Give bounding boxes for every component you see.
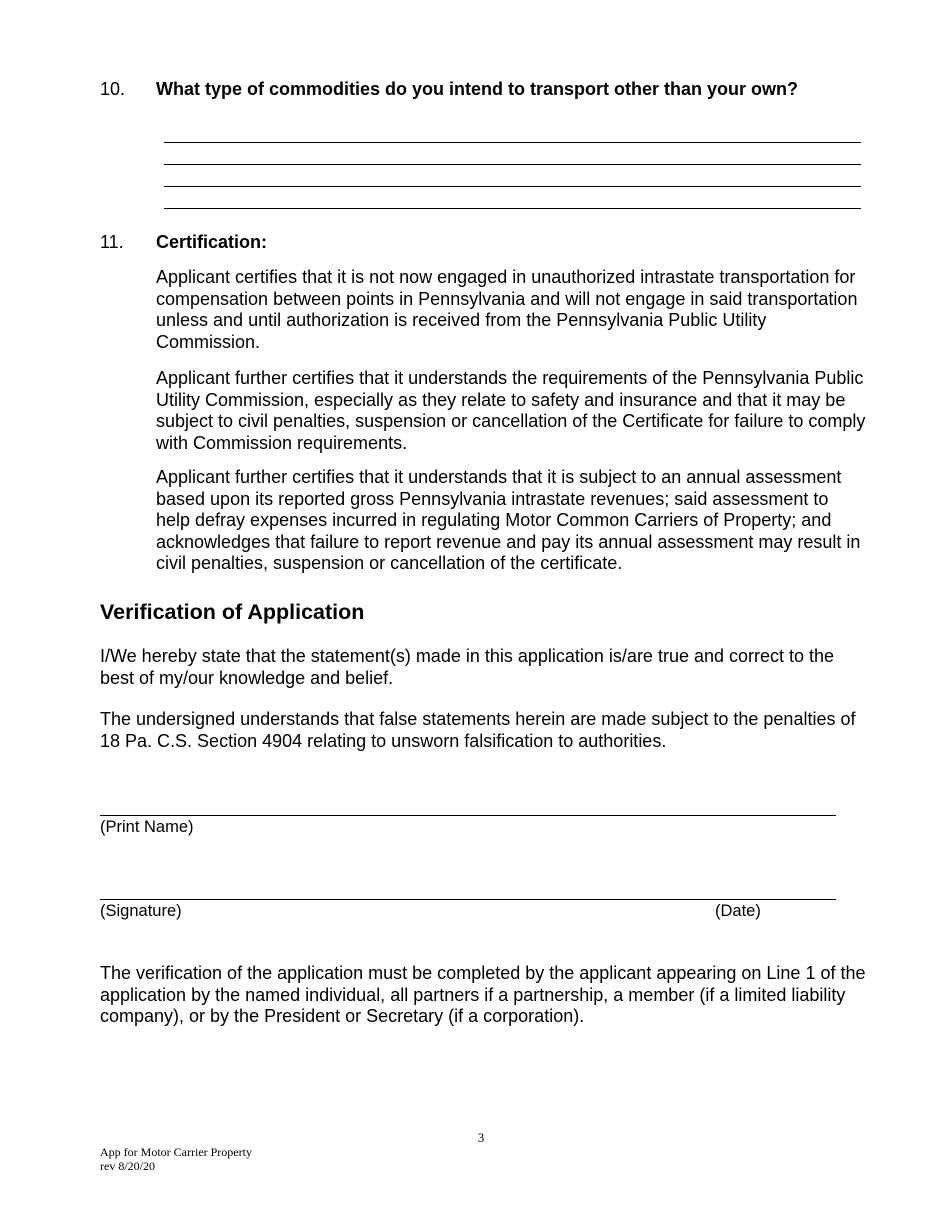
- question-11-number: 11.: [100, 232, 124, 252]
- certification-paragraph: Applicant certifies that it is not now engaged in unauthorized intrastate transportation for compensation between points in Pennsylvania and will not engage in said transportation unless and until authorization is received from the Pennsylvania Public Utility Commission.: [156, 267, 858, 352]
- verification-instructions: The verification of the application must be completed by the applicant appearing on Line 1 of the application by the named individual, all partners if a partnership, a member (if a limited liability company), or by the President or Secretary (if a corporation).: [100, 963, 866, 1026]
- certification-paragraph: Applicant further certifies that it understands the requirements of the Pennsylvania Public Utility Commission, especially as they relate to safety and insurance and that it may be subject to civil penalties, suspension or cancellation of the Certificate for failure to comply with Commission requirements.: [156, 368, 866, 453]
- signature-line[interactable]: [100, 899, 836, 900]
- verification-heading: Verification of Application: [100, 600, 365, 624]
- print-name-line[interactable]: [100, 815, 836, 816]
- page-number: 3: [477, 1130, 485, 1145]
- certification-title: Certification:: [156, 232, 268, 252]
- question-10-title: What type of commodities do you intend to transport other than your own?: [156, 79, 798, 99]
- penalty-statement: The undersigned understands that false statements herein are made subject to the penalties of 18 Pa. C.S. Section 4904 relating to unsworn falsification to authorities.: [100, 709, 856, 751]
- date-label: (Date): [715, 902, 761, 920]
- form-name: App for Motor Carrier Property: [100, 1145, 252, 1159]
- verification-statement: I/We hereby state that the statement(s) made in this application is/are true and correct to the best of my/our knowledge and belief.: [100, 646, 835, 688]
- answer-line[interactable]: [164, 208, 861, 209]
- answer-line[interactable]: [164, 164, 861, 165]
- revision-date: rev 8/20/20: [100, 1159, 155, 1173]
- answer-line[interactable]: [164, 186, 861, 187]
- certification-paragraph: Applicant further certifies that it understands that it is subject to an annual assessment based upon its reported gross Pennsylvania intrastate revenues; said assessment to help defray expenses incurred in regulating Motor Common Carriers of Property; and acknowledges that failure to report revenue and pay its annual assessment may result in civil penalties, suspension or cancellation of the certificate.: [156, 467, 861, 573]
- print-name-label: (Print Name): [100, 818, 194, 836]
- question-10-number: 10.: [100, 79, 126, 99]
- answer-line[interactable]: [164, 142, 861, 143]
- signature-label: (Signature): [100, 902, 182, 920]
